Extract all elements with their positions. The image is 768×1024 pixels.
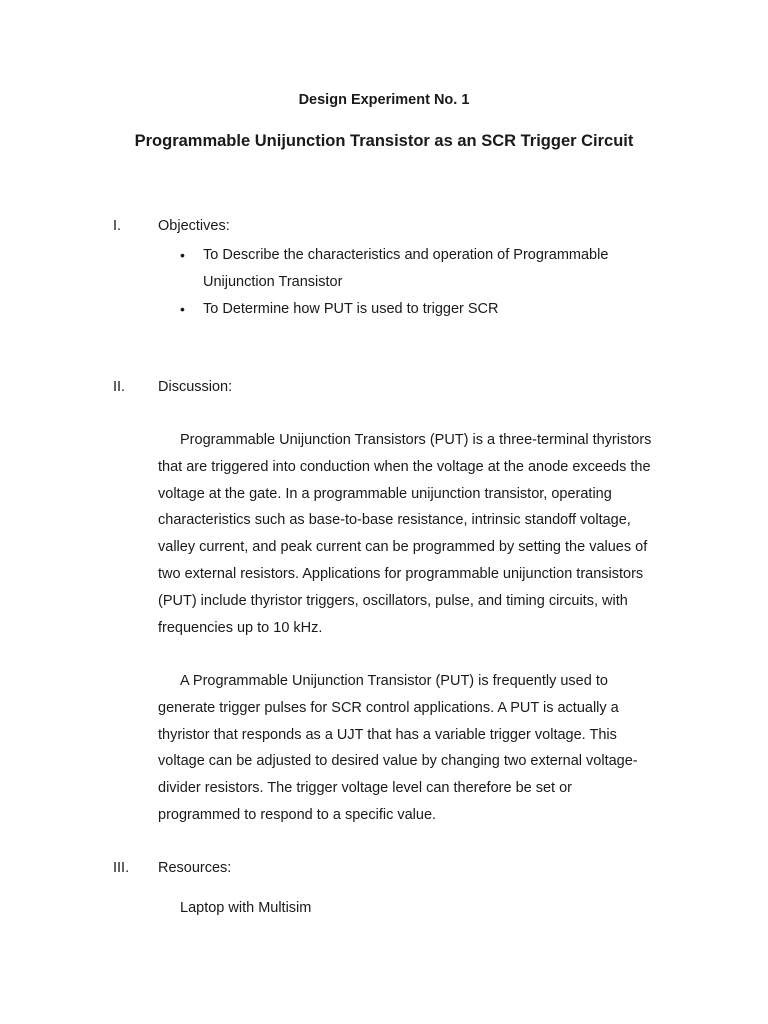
list-item [158, 242, 638, 296]
bullet-icon: • [180, 301, 185, 317]
list-item-line: To Describe the characteristics and operation of Programmable [203, 247, 609, 263]
paragraph-line: Programmable Unijunction Transistors (PUT) is a three-terminal thyristors [180, 432, 652, 448]
bullet-icon: • [180, 247, 185, 263]
list-item-line: To Determine how PUT is used to trigger SCR [203, 301, 499, 317]
section-number-resources: III. [113, 860, 130, 876]
paragraph-line: characteristics such as base-to-base resistance, intrinsic standoff voltage, [158, 512, 631, 529]
objectives-list [158, 242, 638, 323]
document-title: Programmable Unijunction Transistor as an SCR Trigger Circuit [134, 132, 634, 150]
paragraph-line: voltage can be adjusted to desired value by changing two external voltage- [158, 753, 638, 770]
paragraph-line: that are triggered into conduction when the voltage at the anode exceeds the [158, 458, 651, 475]
section-heading-discussion: Discussion: [158, 379, 233, 395]
paragraph-line: frequencies up to 10 kHz. [158, 619, 323, 636]
paragraph-line: two external resistors. Applications for programmable unijunction transistors [158, 565, 644, 582]
paragraph-line: generate trigger pulses for SCR control applications. A PUT is actually a [158, 699, 619, 716]
paragraph-line: divider resistors. The trigger voltage level can therefore be set or [158, 780, 572, 797]
paragraph-line: (PUT) include thyristor triggers, oscillators, pulse, and timing circuits, with [158, 592, 628, 609]
paragraph-line: A Programmable Unijunction Transistor (PUT) is frequently used to [180, 673, 608, 689]
paragraph-line: voltage at the gate. In a programmable unijunction transistor, operating [158, 485, 612, 502]
discussion-paragraph-2 [158, 668, 678, 829]
section-number-objectives: I. [113, 218, 122, 234]
paragraph-line: programmed to respond to a specific value. [158, 806, 437, 823]
section-heading-resources: Resources: [158, 860, 232, 876]
list-item-line: Unijunction Transistor [203, 274, 343, 290]
section-heading-objectives: Objectives: [158, 218, 230, 234]
document-subtitle: Design Experiment No. 1 [298, 92, 470, 108]
discussion-paragraph-1 [158, 427, 678, 641]
section-number-discussion: II. [113, 379, 126, 395]
paragraph-line: valley current, and peak current can be programmed by setting the values of [158, 539, 648, 556]
list-item [158, 296, 638, 323]
paragraph-line: thyristor that responds as a UJT that has a variable trigger voltage. This [158, 726, 617, 743]
resource-item: Laptop with Multisim [180, 900, 312, 916]
